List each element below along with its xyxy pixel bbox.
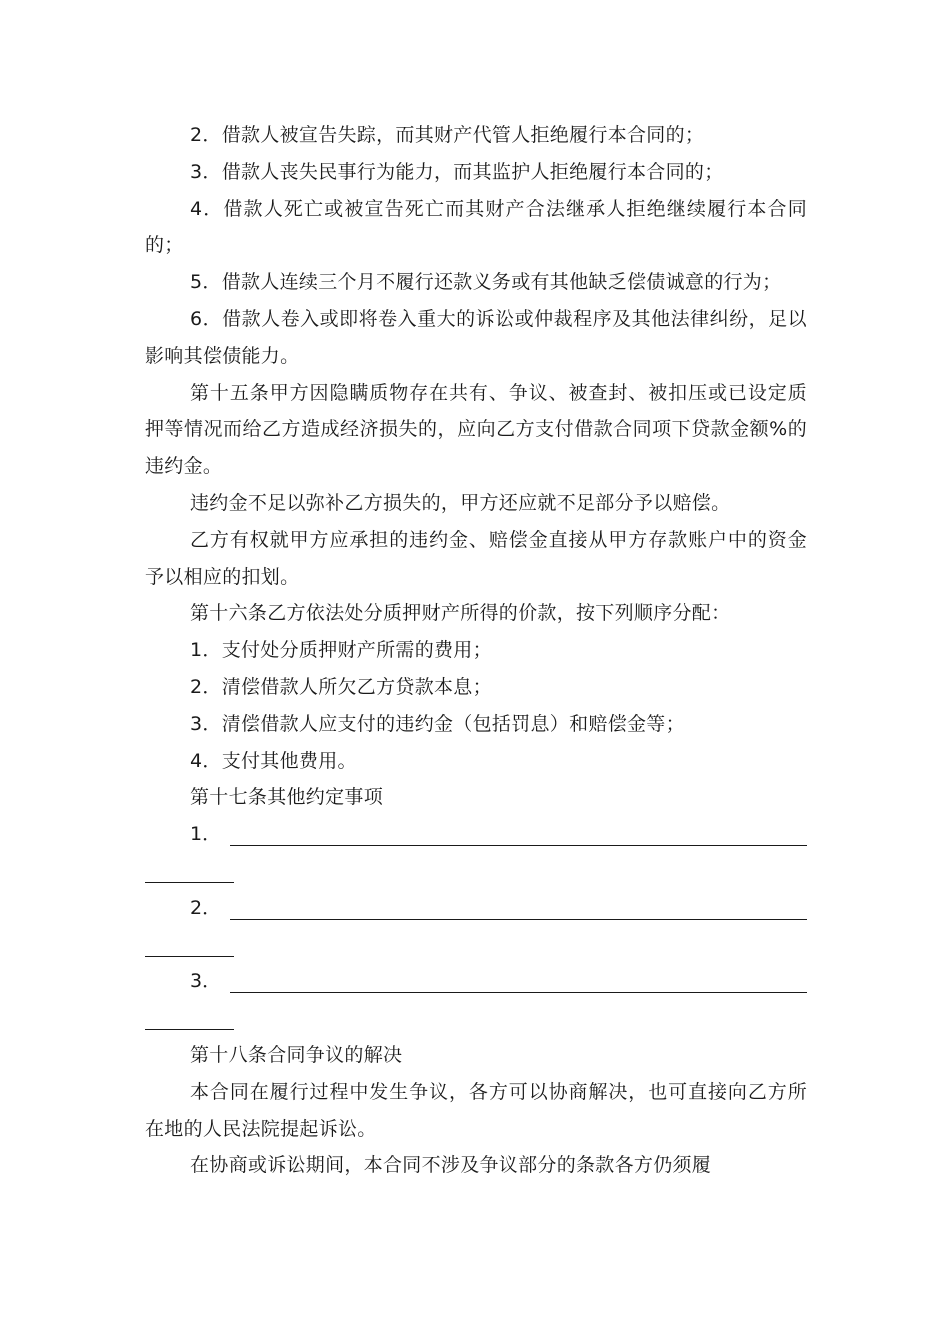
article-15: 第十五条甲方因隐瞒质物存在共有、争议、被查封、被扣压或已设定质押等情况而给乙方造成经济损失的，应向乙方支付借款合同项下贷款金额%的违约金。 — [145, 381, 807, 478]
blank-underline — [230, 845, 807, 846]
article-17: 第十七条其他约定事项 — [190, 786, 384, 809]
fill-in-blank-item — [145, 890, 807, 964]
document-body — [145, 117, 807, 1184]
blank-item-number: 3． — [190, 970, 222, 993]
blank-item-number: 1． — [190, 823, 222, 846]
blank-item-number: 2． — [190, 896, 222, 919]
paragraph: 在协商或诉讼期间，本合同不涉及争议部分的条款各方仍须履 — [190, 1154, 712, 1177]
blank-underline — [230, 919, 807, 920]
paragraph: 5．借款人连续三个月不履行还款义务或有其他缺乏偿债诚意的行为； — [190, 271, 782, 294]
paragraph: 3．清偿借款人应支付的违约金（包括罚息）和赔偿金等； — [190, 712, 685, 735]
paragraph: 1．支付处分质押财产所需的费用； — [190, 639, 492, 662]
paragraph: 4．借款人死亡或被宣告死亡而其财产合法继承人拒绝继续履行本合同的； — [145, 197, 807, 257]
blank-underline — [145, 956, 234, 957]
paragraph: 本合同在履行过程中发生争议，各方可以协商解决，也可直接向乙方所在地的人民法院提起诉讼。 — [145, 1080, 807, 1140]
paragraph: 2．借款人被宣告失踪，而其财产代管人拒绝履行本合同的； — [190, 124, 705, 146]
fill-in-blank-item — [145, 816, 807, 890]
paragraph: 2．清偿借款人所欠乙方贷款本息； — [190, 675, 492, 698]
fill-in-blank-item — [145, 963, 807, 1037]
blank-underline — [145, 1029, 234, 1030]
paragraph: 违约金不足以弥补乙方损失的，甲方还应就不足部分予以赔偿。 — [190, 491, 731, 514]
blank-underline — [145, 882, 234, 883]
article-18: 第十八条合同争议的解决 — [190, 1043, 403, 1066]
paragraph: 乙方有权就甲方应承担的违约金、赔偿金直接从甲方存款账户中的资金予以相应的扣划。 — [145, 528, 807, 588]
paragraph: 3．借款人丧失民事行为能力，而其监护人拒绝履行本合同的； — [190, 160, 724, 183]
blank-underline — [230, 992, 807, 993]
paragraph: 6．借款人卷入或即将卷入重大的诉讼或仲裁程序及其他法律纠纷，足以影响其偿债能力。 — [145, 307, 807, 367]
paragraph: 4．支付其他费用。 — [190, 749, 357, 772]
article-16: 第十六条乙方依法处分质押财产所得的价款，按下列顺序分配： — [190, 602, 731, 625]
